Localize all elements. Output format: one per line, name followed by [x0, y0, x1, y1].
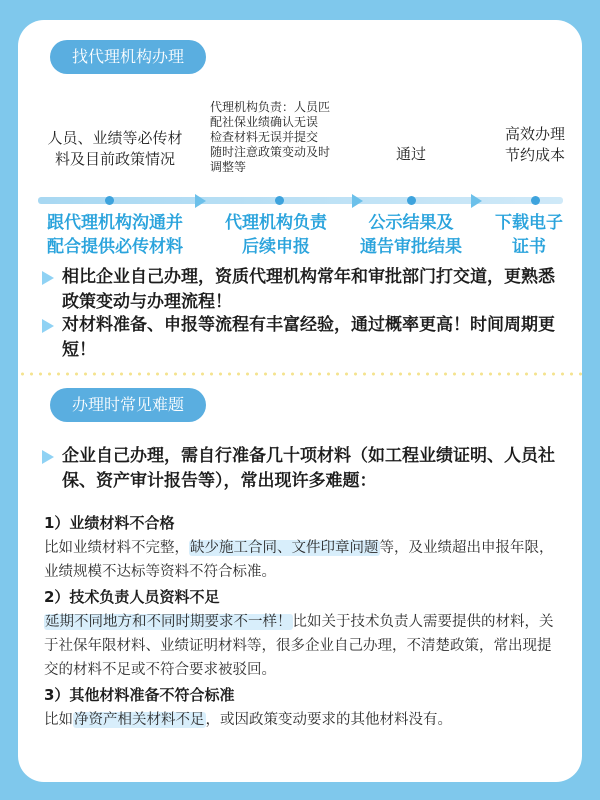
step3-top: 通过 — [395, 145, 426, 163]
dotted-divider — [18, 372, 582, 376]
timeline-arrow-2 — [352, 194, 363, 208]
step2-bottom: 代理机构负责 后续申报 — [225, 213, 327, 257]
timeline-dot-2 — [275, 196, 284, 205]
timeline-dot-3 — [407, 196, 416, 205]
triangle-bullet-icon — [42, 319, 54, 333]
step1-top: 人员、业绩等必传材 料及目前政策情况 — [47, 129, 183, 168]
problem-2-highlight: 延期不同地方和不同时期要求不一样！ — [45, 614, 292, 630]
step3-bottom: 公示结果及 通告审批结果 — [360, 213, 462, 257]
problem-3-highlight: 净资产相关材料不足 — [74, 712, 205, 728]
section-title-problems: 办理时常见难题 — [50, 388, 206, 422]
problem-3-text — [44, 708, 560, 732]
problem-1-pre: 比如业绩材料不完整， — [44, 540, 189, 556]
step4-bottom: 下载电子 证书 — [495, 213, 563, 257]
timeline-dot-1 — [105, 196, 114, 205]
step1-bottom: 跟代理机构沟通并 配合提供必传材料 — [47, 213, 183, 257]
timeline-arrow-1 — [195, 194, 206, 208]
problem-1-title: 1）业绩材料不合格 — [44, 514, 175, 532]
problem-3-title: 3）其他材料准备不符合标准 — [44, 686, 235, 704]
problem-2-text — [44, 610, 560, 682]
timeline-arrow-3 — [471, 194, 482, 208]
triangle-bullet-icon — [42, 450, 54, 464]
advantage-item-2 — [42, 313, 562, 363]
timeline-dot-4 — [531, 196, 540, 205]
advantage-item-1 — [42, 265, 562, 315]
problem-1-text — [44, 536, 560, 584]
problem-3-pre: 比如 — [44, 712, 73, 728]
problem-2-title: 2）技术负责人员资料不足 — [44, 588, 220, 606]
problem-1-post: 等，及业绩超出申报年限，业绩规模不达标等资料不符合标准。 — [44, 540, 554, 580]
problem-3-post: ，或因政策变动要求的其他材料没有。 — [205, 712, 452, 728]
triangle-bullet-icon — [42, 271, 54, 285]
step2-top: 代理机构负责：人员匹 配社保业绩确认无误 检查材料无误并提交 随时注意政策变动及时 调整等 — [210, 100, 331, 174]
section-title-agency: 找代理机构办理 — [50, 40, 206, 74]
content-card — [18, 20, 582, 782]
timeline-line — [38, 197, 563, 204]
advantage-text-2: 对材料准备、申报等流程有丰富经验，通过概率更高！时间周期更短！ — [62, 315, 555, 360]
problem-2-post: 比如关于技术负责人需要提供的材料，关于社保年限材料、业绩证明材料等，很多企业自己办理，不清楚政策，常出现提交的材料不足或不符合要求被驳回。 — [44, 614, 554, 678]
problem-1-highlight: 缺少施工合同、文件印章问题 — [190, 540, 379, 556]
step4-top: 高效办理 节约成本 — [504, 125, 565, 164]
advantage-text-1: 相比企业自己办理，资质代理机构常年和审批部门打交道，更熟悉政策变动与办理流程！ — [62, 267, 555, 312]
problems-intro-text: 企业自己办理，需自行准备几十项材料（如工程业绩证明、人员社保、资产审计报告等），常出现许多难题： — [62, 446, 555, 491]
problems-intro — [42, 444, 562, 494]
